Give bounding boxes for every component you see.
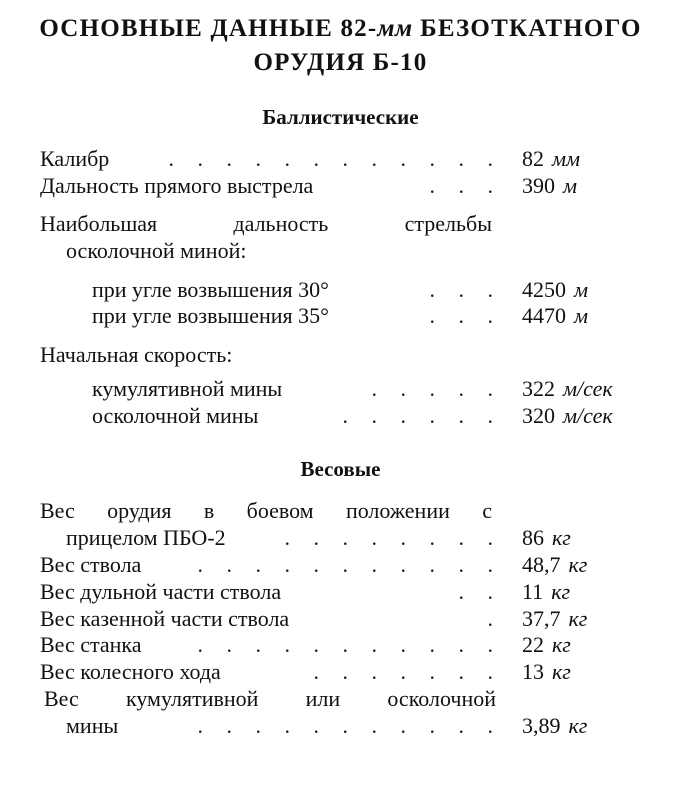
spec-row-muzzle-weight	[40, 579, 650, 605]
title-unit: мм	[377, 15, 413, 42]
spec-row-mine-weight	[66, 713, 650, 739]
document-title-line-2: ОРУДИЯ Б-10	[253, 49, 428, 76]
dot-leader: . . .	[429, 173, 502, 198]
spec-row-fragmentation-mine	[92, 403, 650, 429]
spec-value: 37,7 кг	[522, 606, 588, 631]
spec-label: Вес дульной части ствола	[40, 579, 282, 604]
spec-label-gun-line-1: Вес орудия в боевом положении с	[40, 498, 492, 523]
spec-label: Вес колесного хода	[40, 659, 221, 684]
dot-leader: . . .	[429, 277, 502, 302]
spec-label-mine-line-1: Вес кумулятивной или осколочной	[44, 686, 496, 711]
spec-row-mount-weight	[40, 632, 650, 658]
spec-label-max-range-line-2: осколочной миной:	[66, 238, 247, 263]
title-text-a: ОСНОВНЫЕ ДАННЫЕ 82-	[39, 15, 378, 42]
document-title-line-1	[0, 14, 681, 44]
spec-row-gun-weight	[66, 525, 650, 551]
spec-label: при угле возвышения 35°	[92, 303, 329, 328]
spec-row-breech-weight	[40, 606, 650, 632]
spec-row-angle-35	[92, 303, 650, 329]
spec-label: Вес станка	[40, 632, 142, 657]
spec-value: 13 кг	[522, 659, 571, 684]
dot-leader: . . . . . . . . . . .	[197, 552, 502, 577]
spec-label: прицелом ПБО-2	[66, 525, 226, 550]
section-heading-weight: Весовые	[300, 457, 381, 481]
spec-label-max-range-line-1: Наибольшая дальность стрельбы	[40, 211, 492, 236]
spec-row-caliber	[40, 146, 650, 172]
dot-leader: . . . . . . . .	[284, 525, 502, 550]
spec-label: Вес казенной части ствола	[40, 606, 290, 631]
spec-value: 4250 м	[522, 277, 589, 302]
spec-label: осколочной мины	[92, 403, 259, 428]
dot-leader: . . . . . .	[342, 403, 502, 428]
dot-leader: .	[487, 606, 502, 631]
spec-value: 86 кг	[522, 525, 571, 550]
title-text-b: БЕЗОТКАТНОГО	[412, 15, 642, 42]
spec-label: Вес ствола	[40, 552, 142, 577]
dot-leader: . . . . . . .	[313, 659, 502, 684]
spec-row-barrel-weight	[40, 552, 650, 578]
dot-leader: . . . . . . . . . . .	[197, 632, 502, 657]
dot-leader: . . . . . . . . . . .	[197, 713, 502, 738]
spec-value: 390 м	[522, 173, 578, 198]
spec-row-wheels-weight	[40, 659, 650, 685]
spec-label: кумулятивной мины	[92, 376, 283, 401]
dot-leader: . . .	[429, 303, 502, 328]
spec-row-angle-30	[92, 277, 650, 303]
spec-value: 4470 м	[522, 303, 589, 328]
spec-value: 48,7 кг	[522, 552, 588, 577]
spec-value: 320 м/сек	[522, 403, 613, 428]
dot-leader: . . . . . . . . . . . .	[168, 146, 502, 171]
spec-value: 82 мм	[522, 146, 581, 171]
spec-label-velocity: Начальная скорость:	[40, 342, 233, 367]
spec-label: мины	[66, 713, 119, 738]
spec-label: при угле возвышения 30°	[92, 277, 329, 302]
section-heading-ballistic: Баллистические	[262, 105, 419, 129]
spec-row-cumulative-mine	[92, 376, 650, 402]
spec-value: 22 кг	[522, 632, 571, 657]
spec-label: Калибр	[40, 146, 110, 171]
spec-value: 3,89 кг	[522, 713, 588, 738]
dot-leader: . . . . .	[371, 376, 502, 401]
dot-leader: . .	[458, 579, 502, 604]
spec-value: 11 кг	[522, 579, 571, 604]
spec-label: Дальность прямого выстрела	[40, 173, 314, 198]
spec-row-direct-range	[40, 173, 650, 199]
spec-value: 322 м/сек	[522, 376, 613, 401]
